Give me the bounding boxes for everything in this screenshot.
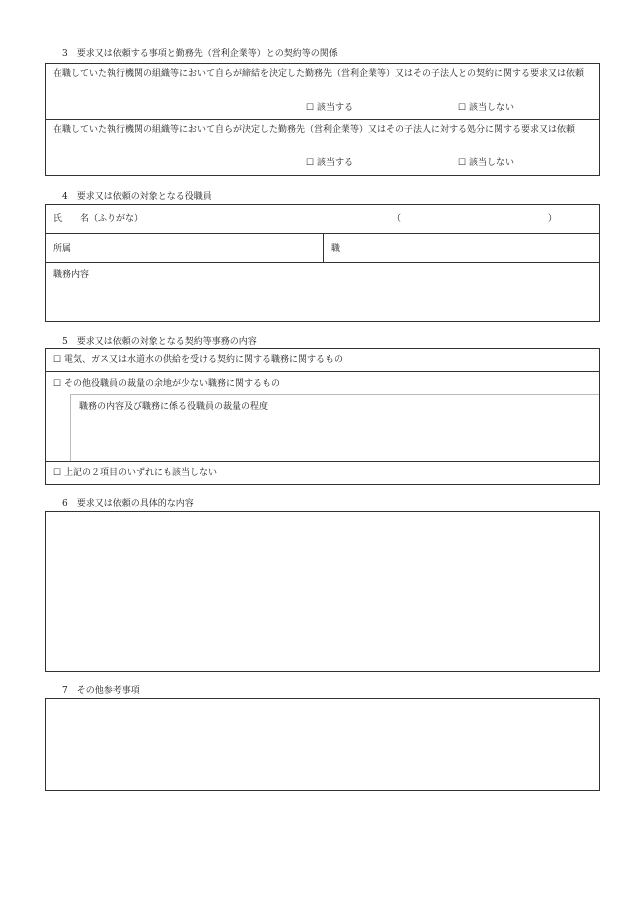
- discretion-detail-label: 職務の内容及び職務に係る役職員の裁量の程度: [79, 402, 269, 412]
- contract-row: [46, 64, 599, 120]
- utility-contract-row: [46, 349, 599, 372]
- section-5-title: 5 要求又は依頼の対象となる契約等事務の内容: [62, 337, 257, 347]
- duties-label: 職務内容: [53, 270, 90, 280]
- specific-content-box[interactable]: [45, 511, 600, 672]
- disposition-yes-label: 該当する: [316, 158, 353, 168]
- affiliation-row: [46, 234, 599, 263]
- disposition-no-checkbox[interactable]: ☐: [458, 158, 467, 168]
- utility-contract-checkbox[interactable]: ☐: [53, 355, 62, 365]
- discretion-detail-box[interactable]: [70, 394, 599, 461]
- section-3-title: 3 要求又は依頼する事項と勤務先（営利企業等）との契約等の関係: [62, 49, 338, 59]
- low-discretion-row: [46, 372, 599, 462]
- low-discretion-checkbox[interactable]: ☐: [53, 379, 62, 389]
- section-6-title: 6 要求又は依頼の具体的な内容: [62, 499, 194, 509]
- none-applicable-label: 上記の２項目のいずれにも該当しない: [63, 468, 217, 478]
- contract-yes-checkbox[interactable]: ☐: [306, 103, 315, 113]
- section-7-title: 7 その他参考事項: [62, 686, 140, 696]
- section-3-table: [45, 63, 600, 176]
- affiliation-label: 所属: [53, 244, 72, 254]
- utility-contract-label: 電気、ガス又は水道水の供給を受ける契約に関する職務に関するもの: [63, 355, 343, 365]
- contract-no-checkbox[interactable]: ☐: [458, 103, 467, 113]
- affiliation-cell[interactable]: [46, 234, 324, 262]
- name-row: [46, 205, 599, 234]
- furigana-close-paren: ）: [548, 214, 558, 224]
- disposition-no-label: 該当しない: [468, 158, 514, 168]
- none-applicable-checkbox[interactable]: ☐: [53, 468, 62, 478]
- section-4-title: 4 要求又は依頼の対象となる役職員: [62, 192, 212, 202]
- section-4-table: [45, 204, 600, 322]
- contract-yes-label: 該当する: [316, 103, 353, 113]
- duties-row[interactable]: [46, 263, 599, 321]
- name-label: 氏 名（ふりがな）: [53, 214, 144, 224]
- position-cell[interactable]: [324, 234, 599, 262]
- low-discretion-label: その他役職員の裁量の余地が少ない職務に関するもの: [63, 379, 280, 389]
- disposition-question: 在職していた執行機関の組織等において自らが決定した勤務先（営利企業等）又はその子法人に対する処分に関する要求又は依頼: [53, 125, 576, 135]
- other-reference-box[interactable]: [45, 698, 600, 791]
- position-label: 職: [331, 244, 341, 254]
- none-applicable-row: [46, 462, 599, 484]
- section-5-table: [45, 348, 600, 485]
- disposition-yes-checkbox[interactable]: ☐: [306, 158, 315, 168]
- disposition-row: [46, 120, 599, 175]
- furigana-open-paren: （: [392, 214, 402, 224]
- contract-no-label: 該当しない: [468, 103, 514, 113]
- contract-question: 在職していた執行機関の組織等において自らが締結を決定した勤務先（営利企業等）又はその子法人との契約に関する要求又は依頼: [53, 69, 585, 79]
